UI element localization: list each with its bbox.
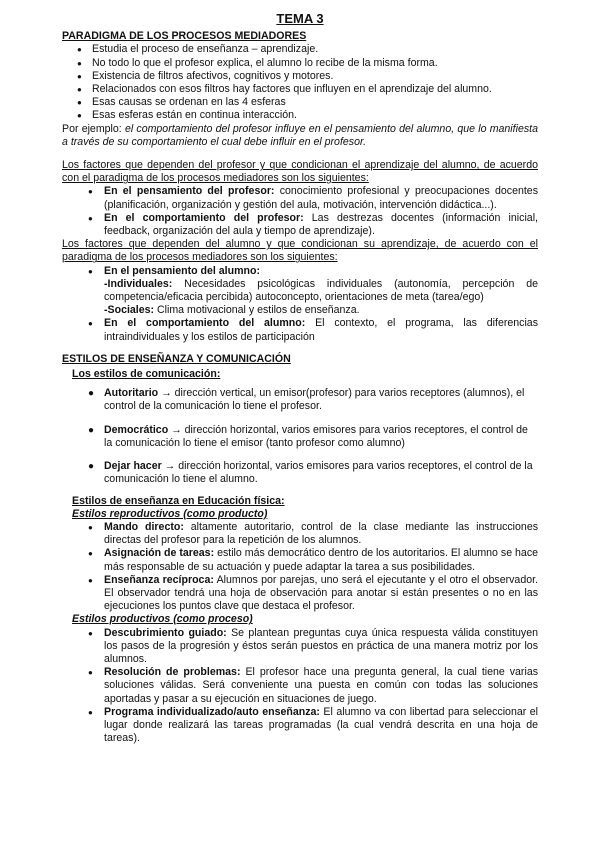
list-item (62, 317, 538, 343)
list-item (62, 521, 538, 547)
subheading-reproductivos: Estilos reproductivos (como producto) (72, 507, 268, 520)
reproductivos-list (62, 521, 538, 613)
subheading-estilos-ef: Estilos de enseñanza en Educación física: (72, 494, 285, 507)
comunicacion-list (62, 387, 538, 486)
alumno-factors-intro: Los factores que dependen del alumno y que condicionan su aprendizaje, de acuerdo con el paradigma de los procesos mediadores son los siguientes: (62, 238, 538, 264)
sociales-text: Clima motivacional y estilos de enseñanza. (157, 304, 360, 317)
profesor-factors-list (62, 185, 538, 238)
item-text: Alumnos por parejas, uno será el ejecutante y el otro el observador. El observador tendrá una hoja de observación para anotar si están presentes o no en las ejecuciones los puntos clave que destaca el profesor. (104, 573, 538, 613)
page-title: TEMA 3 (276, 11, 324, 26)
subheading-comunicacion: Los estilos de comunicación: (72, 368, 221, 381)
item-text: El alumno va con libertad para seleccionar el lugar donde realizará las tareas programadas (la cual vendrá descrita en una hoja de tareas). (104, 705, 538, 745)
paradigma-list (62, 43, 538, 122)
item-label: Autoritario (104, 387, 159, 400)
item-label: En el comportamiento del profesor: (104, 211, 304, 224)
item-text: Las destrezas docentes (información inicial, feedback, organización del aula y tiempo de aprendizaje). (104, 211, 538, 238)
list-item (62, 212, 538, 238)
item-text: → dirección horizontal, varios emisores para varios receptores, el control de la comunicación lo tiene el alumno. (104, 460, 533, 486)
document-page (62, 12, 538, 745)
item-label: En el comportamiento del alumno: (104, 317, 306, 330)
list-item (62, 547, 538, 573)
list-item (62, 265, 538, 318)
list-item (62, 185, 538, 211)
item-label: En el pensamiento del alumno: (104, 264, 260, 277)
item-text: conocimiento profesional y preocupaciones docentes (planificación, organización y gestión del aula, motivación, intervención didáctica...). (104, 185, 539, 211)
item-text: estilo más democrático dentro de los autoritarios. El alumno se hace más responsable de su actuación y puede adaptar la tarea a sus posibilidades. (104, 547, 539, 573)
list-item: ● Esas causas se ordenan en las 4 esferas (62, 96, 538, 109)
item-label: Dejar hacer (104, 460, 162, 473)
item-text: → dirección vertical, un emisor(profesor) para varios receptores (alumnos), el control de la comunicación lo tiene el profesor. (104, 387, 525, 413)
item-text: El profesor hace una pregunta general, la cual tiene varias soluciones válidas. Será conveniente una puesta en común con todas las soluciones aportadas y pasar a su ejecución en situaciones de juego. (104, 666, 539, 705)
item-text: Se plantean preguntas cuya única respuesta válida constituyen los pasos de la progresión y éstos serán puestos en práctica de una manera motriz por los alumnos. (104, 626, 539, 665)
list-item (62, 666, 538, 706)
example-lead: Por ejemplo: (62, 122, 122, 135)
section-heading-estilos: ESTILOS DE ENSEÑANZA Y COMUNICACIÓN (62, 352, 291, 365)
example-paragraph (62, 123, 538, 149)
item-label: Mando directo: (104, 520, 184, 533)
list-item (62, 574, 538, 614)
list-item: ● Esas esferas están en continua interacción. (62, 109, 538, 122)
profesor-factors-intro: Los factores que dependen del profesor y que condicionan el aprendizaje del alumno, de acuerdo con el paradigma de los procesos mediadores son los siguientes: (62, 159, 538, 185)
list-item (62, 460, 538, 486)
section-heading-paradigma: PARADIGMA DE LOS PROCESOS MEDIADORES (62, 30, 307, 43)
item-label: Programa individualizado/auto enseñanza: (104, 705, 320, 718)
productivos-list (62, 627, 538, 746)
item-text: → dirección horizontal, varios emisores para varios receptores, el control de la comunicación lo tiene el emisor (tanto profesor como alumno) (104, 423, 528, 449)
item-label: En el pensamiento del profesor: (104, 185, 275, 198)
list-item (62, 387, 538, 413)
item-label: Descubrimiento guiado: (104, 626, 227, 639)
alumno-factors-list (62, 265, 538, 344)
item-text: El contexto, el programa, las diferencias intraindividuales y los estilos de participación (104, 317, 538, 343)
example-text: el comportamiento del profesor influye en el pensamiento del alumno, que lo manifiesta a través de su comportamiento el cual debe influir en el profesor. (62, 122, 538, 148)
list-item: ● Estudia el proceso de enseñanza – aprendizaje. (62, 43, 538, 56)
sociales-label: -Sociales: (104, 304, 155, 317)
item-label: Democrático (104, 423, 169, 436)
list-item (62, 424, 538, 450)
list-item: ● No todo lo que el profesor explica, el alumno lo recibe de la misma forma. (62, 57, 538, 70)
list-item: ● Relacionados con esos filtros hay factores que influyen en el aprendizaje del alumno. (62, 83, 538, 96)
subheading-productivos: Estilos productivos (como proceso) (72, 613, 253, 626)
item-label: Asignación de tareas: (104, 547, 215, 560)
list-item (62, 627, 538, 667)
item-label: Enseñanza recíproca: (104, 573, 214, 586)
item-text: altamente autoritario, control de la clase mediante las instrucciones directas del profesor para la repetición de los alumnos. (104, 520, 539, 547)
item-label: Resolución de problemas: (104, 666, 241, 679)
list-item (62, 706, 538, 746)
list-item: ● Existencia de filtros afectivos, cognitivos y motores. (62, 70, 538, 83)
individuales-label: -Individuales: (104, 277, 173, 290)
individuales-text: Necesidades psicológicas individuales (autonomía, percepción de competencia/eficacia percibida) autoconcepto, orientaciones de meta (tarea/ego) (104, 277, 539, 304)
